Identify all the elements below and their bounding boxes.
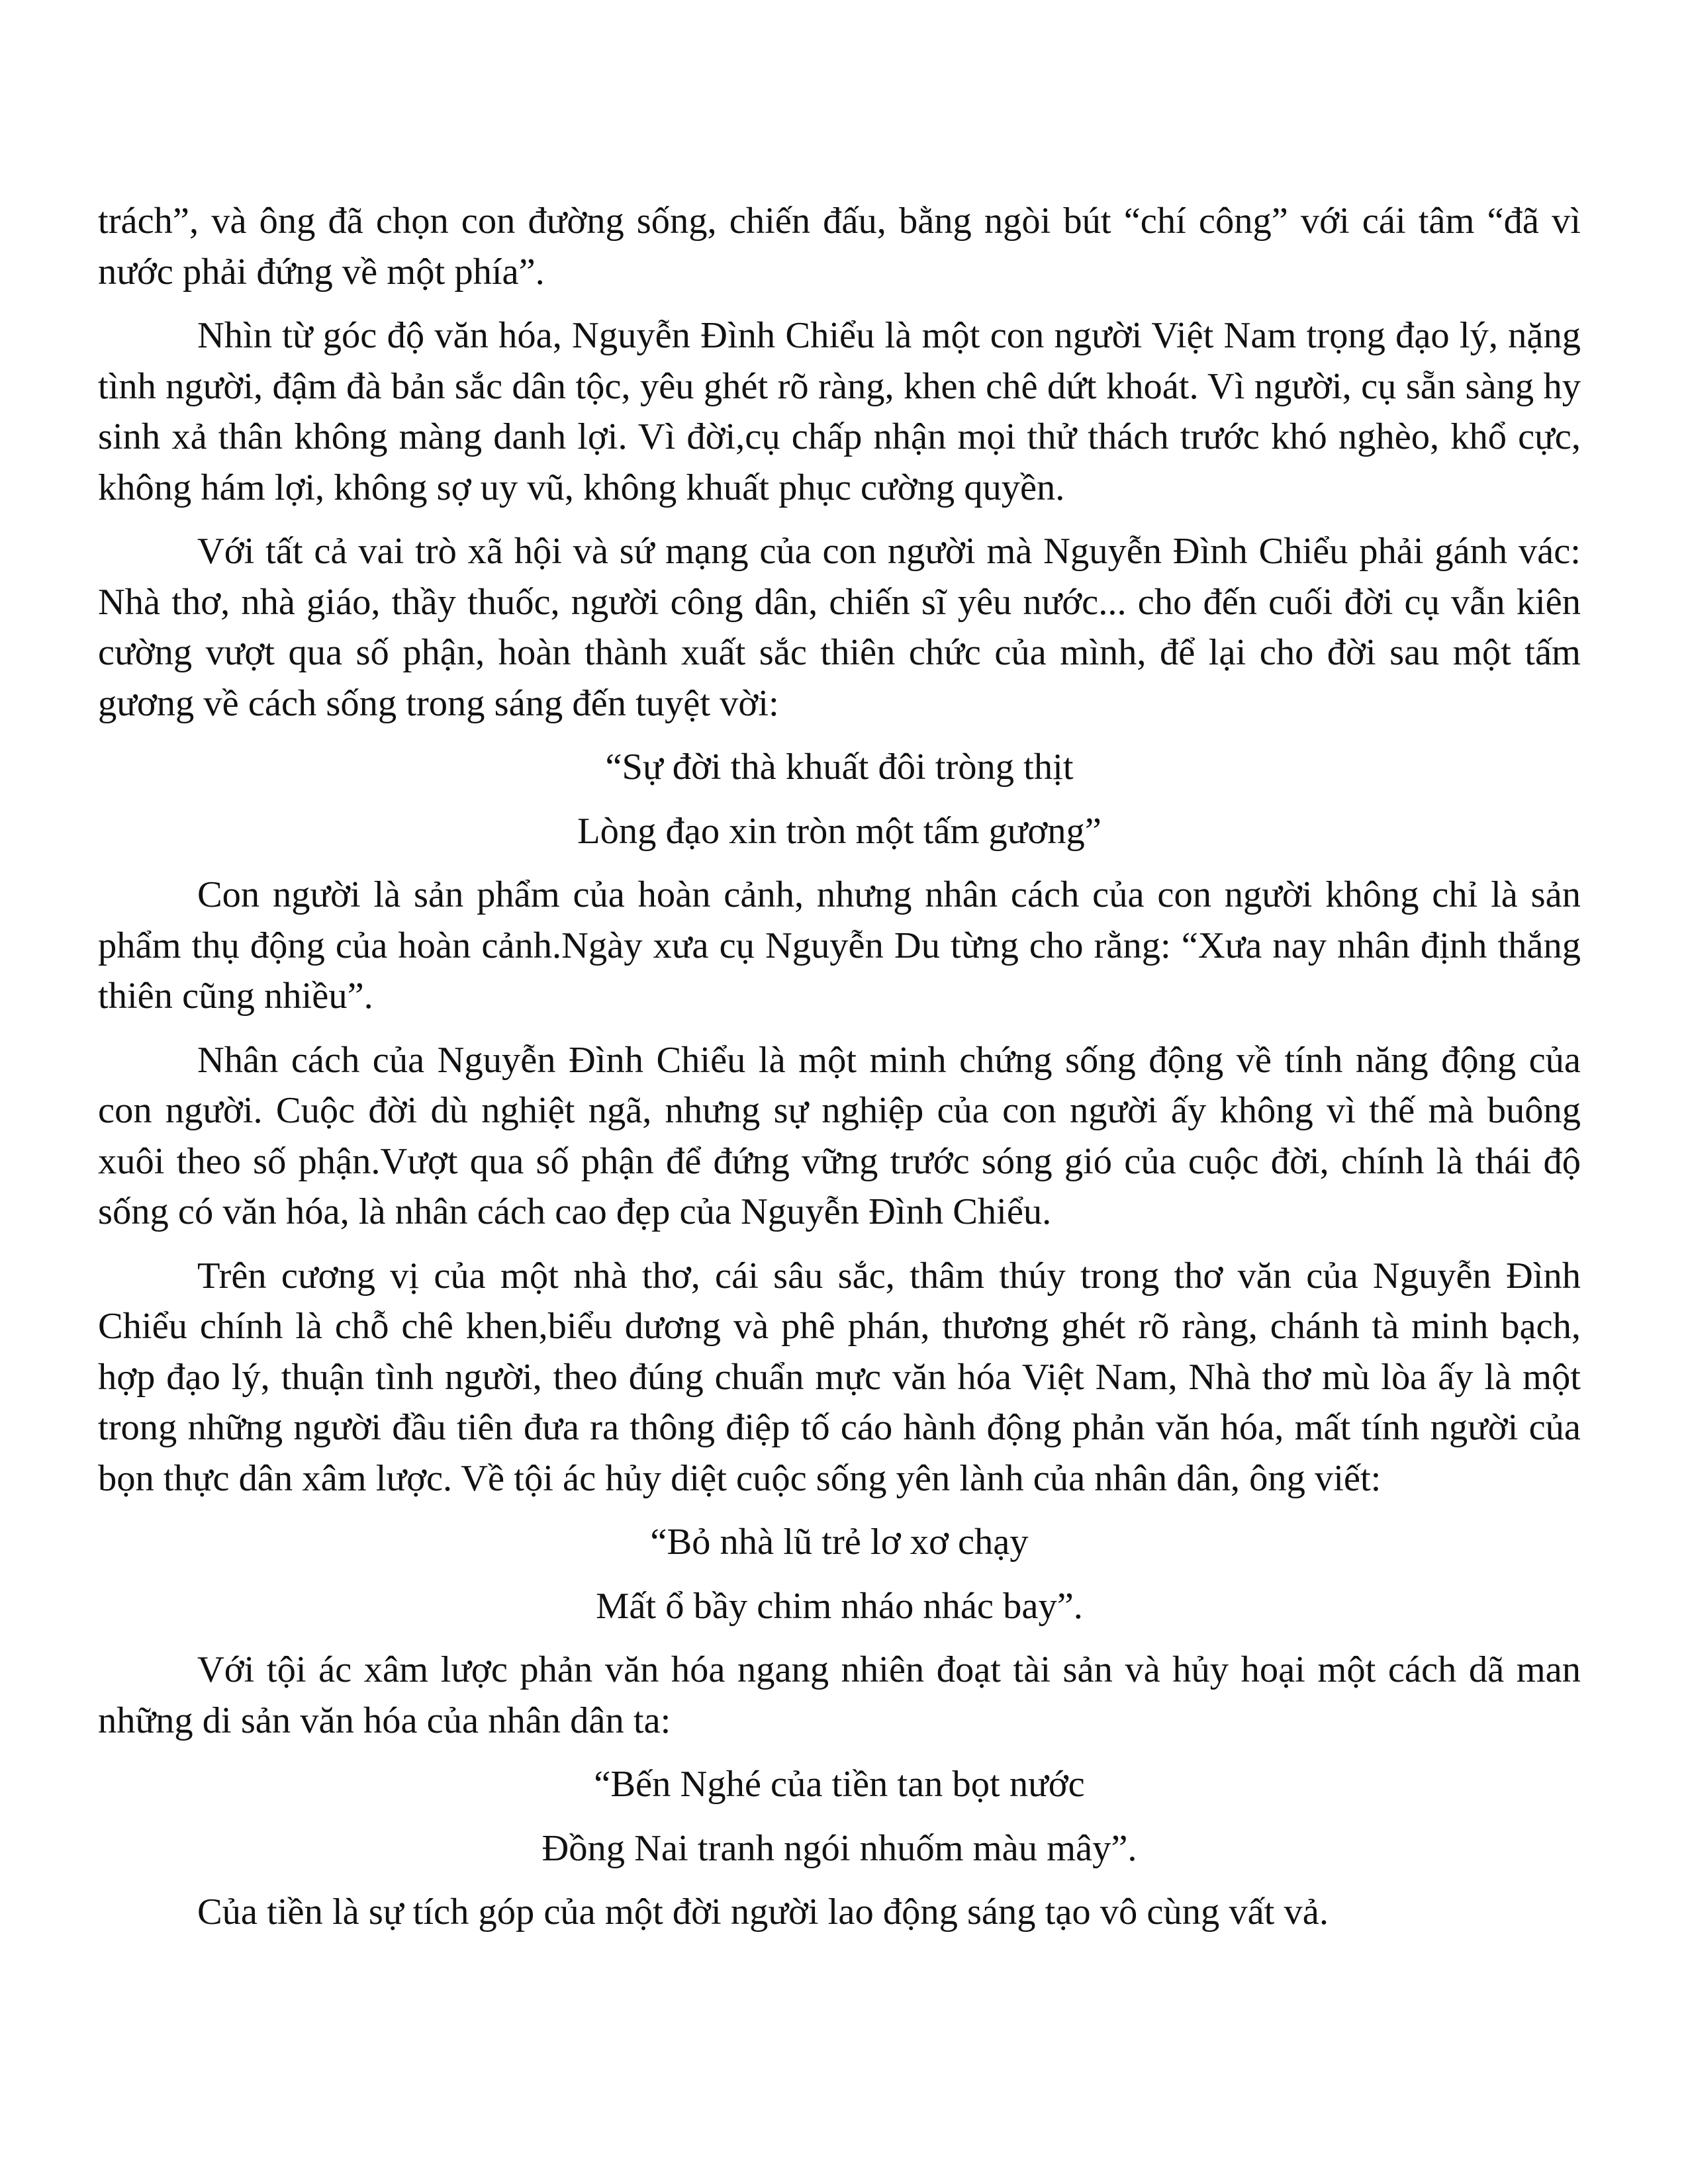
verse-text: “Bến Nghé của tiền tan bọt nước [594, 1764, 1085, 1805]
verse-line [98, 1517, 1581, 1568]
paragraph-poet-role: Trên cương vị của một nhà thơ, cái sâu sắc, thâm thúy trong thơ văn của Nguyễn Đình Chiểu chính là chỗ chê khen,biểu dương và phê phán, thương ghét rõ ràng, chánh tà minh bạch, hợp đạo lý, thuận tình người, theo đúng chuẩn mực văn hóa Việt Nam, Nhà thơ mù lòa ấy là một trong những người đầu tiên đưa ra thông điệp tố cáo hành động phản văn hóa, mất tính người của bọn thực dân xâm lược. Về tội ác hủy diệt cuộc sống yên lành của nhân dân, ông viết: [98, 1255, 1581, 1499]
paragraph-invasion-crimes: Với tội ác xâm lược phản văn hóa ngang nhiên đoạt tài sản và hủy hoại một cách dã man những di sản văn hóa của nhân dân ta: [98, 1649, 1581, 1741]
verse-text: Đồng Nai tranh ngói nhuốm màu mây”. [541, 1827, 1137, 1869]
verse-line [98, 1581, 1581, 1632]
verse-text: Lòng đạo xin tròn một tấm gương” [577, 810, 1102, 852]
paragraph-personality: Nhân cách của Nguyễn Đình Chiểu là một minh chứng sống động về tính năng động của con người. Cuộc đời dù nghiệt ngã, nhưng sự nghiệp của con người ấy không vì thế mà buông xuôi theo số phận.Vượt qua số phận để đứng vững trước sóng gió của cuộc đời, chính là thái độ sống có văn hóa, là nhân cách cao đẹp của Nguyễn Đình Chiểu. [98, 1039, 1581, 1232]
document-body [98, 196, 1581, 1951]
verse-text: “Sự đời thà khuất đôi tròng thịt [605, 747, 1074, 788]
verse-text: “Bỏ nhà lũ trẻ lơ xơ chạy [650, 1522, 1029, 1563]
verse-line [98, 806, 1581, 857]
verse-line [98, 742, 1581, 793]
paragraph-social-roles: Với tất cả vai trò xã hội và sứ mạng của con người mà Nguyễn Đình Chiểu phải gánh vác: Nhà thơ, nhà giáo, thầy thuốc, người công dân, chiến sĩ yêu nước... cho đến cuối đời cụ vẫn kiên cường vượt qua số phận, hoàn thành xuất sắc thiên chức của mình, để lại cho đời sau một tấm gương về cách sống trong sáng đến tuyệt vời: [98, 531, 1581, 724]
paragraph-continuation: trách”, và ông đã chọn con đường sống, chiến đấu, bằng ngòi bút “chí công” với cái tâm “đã vì nước phải đứng về một phía”. [98, 201, 1581, 293]
verse-text: Mất ổ bầy chim nháo nhác bay”. [596, 1585, 1083, 1627]
paragraph-wealth: Của tiền là sự tích góp của một đời người lao động sáng tạo vô cùng vất vả. [197, 1891, 1329, 1933]
paragraph-cultural-perspective: Nhìn từ góc độ văn hóa, Nguyễn Đình Chiểu là một con người Việt Nam trọng đạo lý, nặng tình người, đậm đà bản sắc dân tộc, yêu ghét rõ ràng, khen chê dứt khoát. Vì người, cụ sẵn sàng hy sinh xả thân không màng danh lợi. Vì đời,cụ chấp nhận mọi thử thách trước khó nghèo, khổ cực, không hám lợi, không sợ uy vũ, không khuất phục cường quyền. [98, 315, 1581, 508]
paragraph-product-of-circumstance: Con người là sản phẩm của hoàn cảnh, nhưng nhân cách của con người không chỉ là sản phẩm thụ động của hoàn cảnh.Ngày xưa cụ Nguyễn Du từng cho rằng: “Xưa nay nhân định thắng thiên cũng nhiều”. [98, 874, 1581, 1017]
verse-line [98, 1759, 1581, 1810]
verse-line [98, 1823, 1581, 1874]
